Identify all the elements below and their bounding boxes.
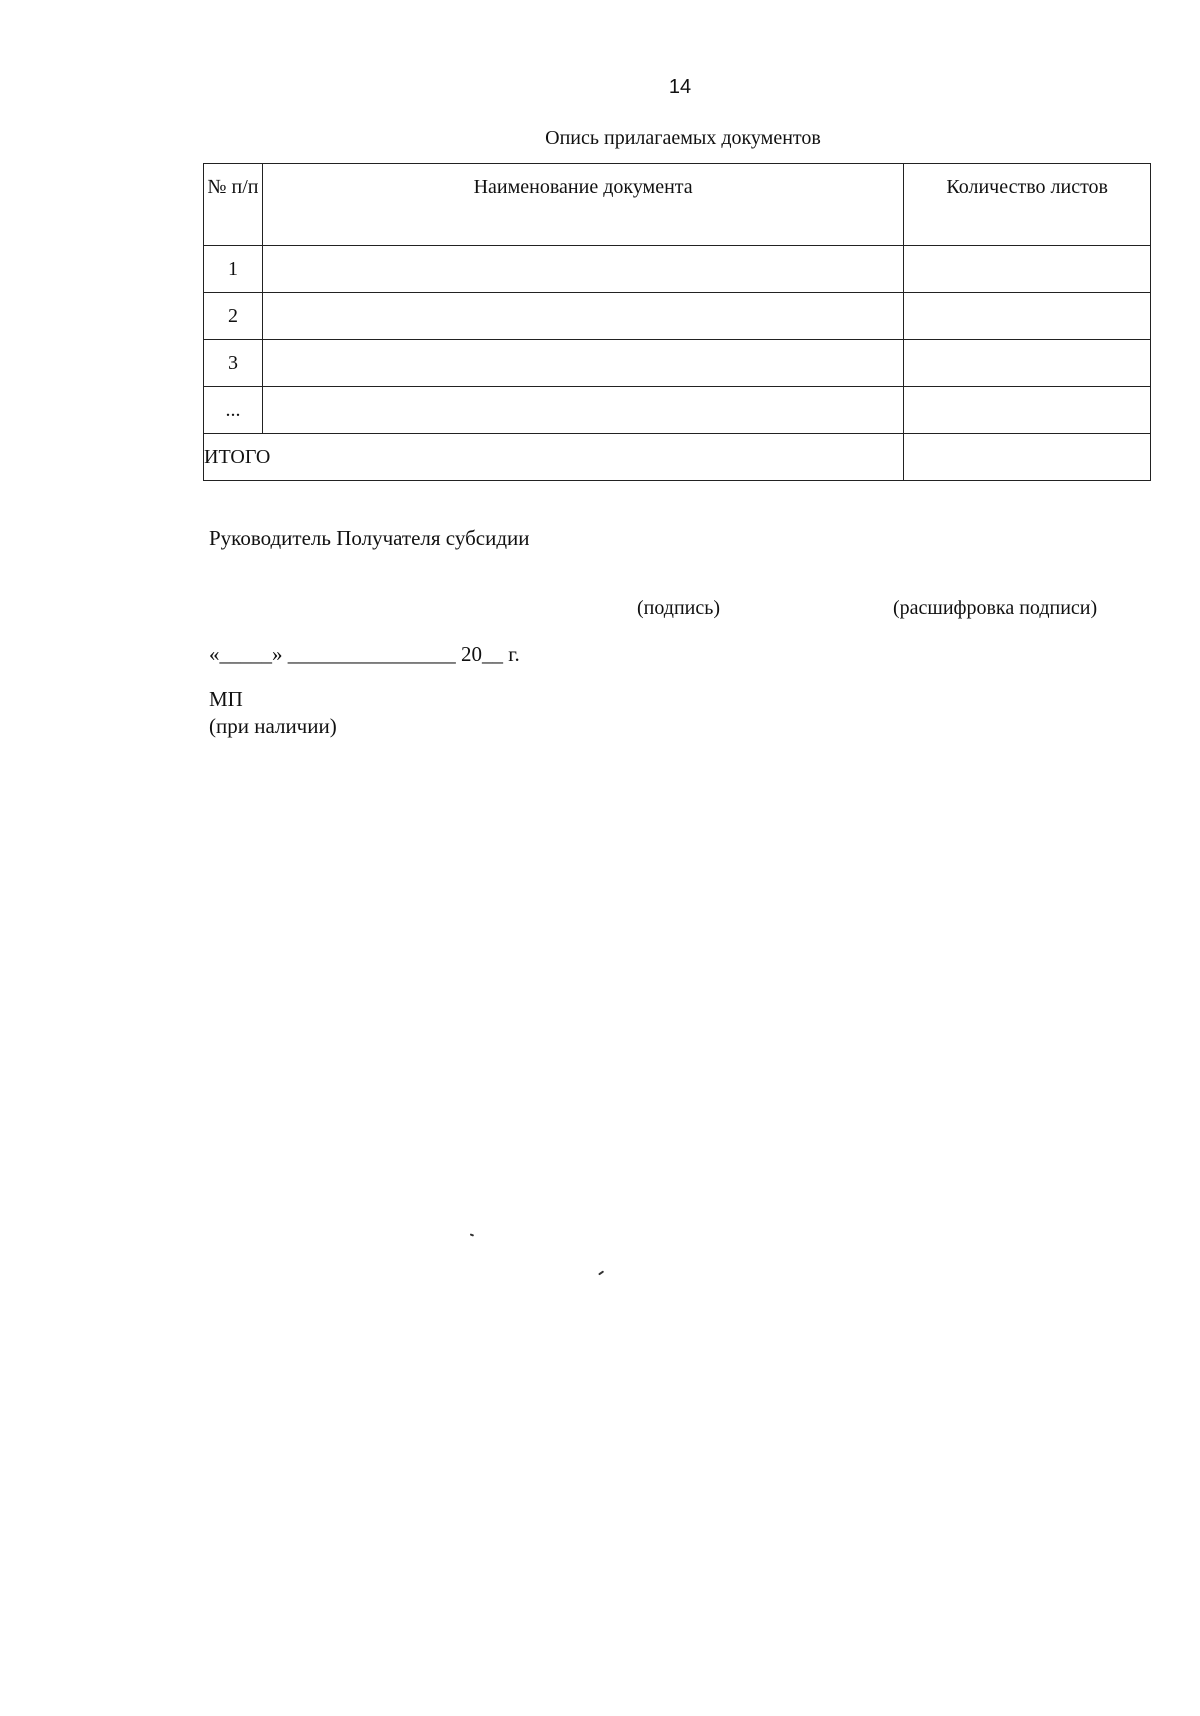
table-header-row	[204, 164, 1151, 246]
row-document-name	[262, 387, 904, 434]
header-document-name: Наименование документа	[262, 164, 904, 246]
row-number: ...	[204, 387, 263, 434]
signature-caption: (подпись)	[637, 597, 721, 619]
header-number: № п/п	[204, 164, 263, 246]
documents-table	[203, 163, 1151, 481]
row-sheet-count	[904, 293, 1151, 340]
signature-decode-caption: (расшифровка подписи)	[893, 597, 1098, 619]
total-sheet-count	[904, 434, 1151, 481]
row-sheet-count	[904, 246, 1151, 293]
scan-speck	[470, 1233, 474, 1236]
stamp-label: МП	[209, 687, 243, 711]
total-label: ИТОГО	[204, 434, 904, 481]
table-total-row	[204, 434, 1151, 481]
row-number: 3	[204, 340, 263, 387]
row-sheet-count	[904, 387, 1151, 434]
table-title: Опись прилагаемых документов	[545, 127, 821, 149]
row-number: 1	[204, 246, 263, 293]
table-row	[204, 246, 1151, 293]
stamp-block	[209, 686, 337, 740]
signer-title: Руководитель Получателя субсидии	[209, 526, 530, 550]
row-number: 2	[204, 293, 263, 340]
row-document-name	[262, 246, 904, 293]
row-sheet-count	[904, 340, 1151, 387]
scan-speck	[598, 1270, 604, 1275]
date-line: «_____» ________________ 20__ г.	[209, 642, 520, 666]
row-document-name	[262, 340, 904, 387]
table-row	[204, 293, 1151, 340]
table-row	[204, 387, 1151, 434]
stamp-note: (при наличии)	[209, 714, 337, 738]
page-number: 14	[668, 76, 692, 98]
row-document-name	[262, 293, 904, 340]
header-sheet-count: Количество листов	[904, 164, 1151, 246]
table-row	[204, 340, 1151, 387]
